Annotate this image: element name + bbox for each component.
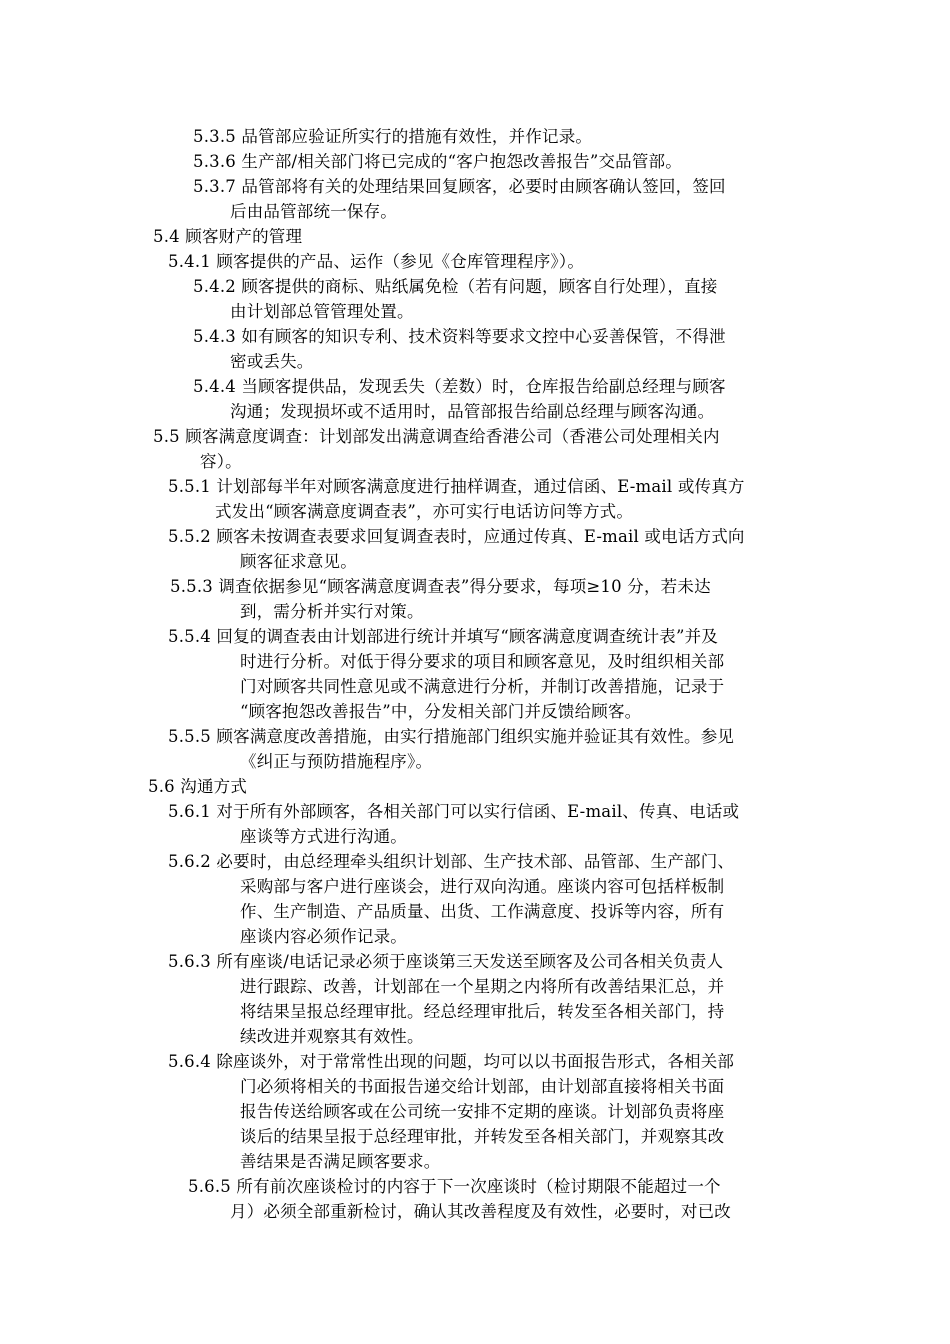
text-line: 时进行分析。对低于得分要求的项目和顾客意见，及时组织相关部 bbox=[240, 652, 725, 671]
text-line: 座谈内容必须作记录。 bbox=[240, 927, 407, 946]
text-line: 5.6.4 除座谈外，对于常常性出现的问题，均可以以书面报告形式，各相关部 bbox=[168, 1052, 735, 1071]
text-line: 容）。 bbox=[200, 452, 242, 471]
text-line: 座谈等方式进行沟通。 bbox=[240, 827, 407, 846]
text-line: 续改进并观察其有效性。 bbox=[240, 1027, 424, 1046]
text-line: 5.5.5 顾客满意度改善措施，由实行措施部门组织实施并验证其有效性。参见 bbox=[168, 727, 735, 746]
text-line: 5.4.4 当顾客提供品，发现丢失（差数）时，仓库报告给副总经理与顾客 bbox=[193, 377, 726, 396]
text-line: 密或丢失。 bbox=[230, 352, 314, 371]
text-line: 5.6.3 所有座谈/电话记录必须于座谈第三天发送至顾客及公司各相关负责人 bbox=[168, 952, 724, 971]
text-line: 到，需分析并实行对策。 bbox=[240, 602, 424, 621]
text-line: 门必须将相关的书面报告递交给计划部，由计划部直接将相关书面 bbox=[240, 1077, 725, 1096]
text-line: 5.4.2 顾客提供的商标、贴纸属免检（若有问题，顾客自行处理），直接 bbox=[193, 277, 718, 296]
text-line: 谈后的结果呈报于总经理审批，并转发至各相关部门，并观察其改 bbox=[240, 1127, 725, 1146]
text-line: 月）必须全部重新检讨，确认其改善程度及有效性，必要时，对已改 bbox=[230, 1202, 731, 1221]
section-heading: 5.6 沟通方式 bbox=[148, 777, 248, 796]
text-line: 5.3.5 品管部应验证所实行的措施有效性，并作记录。 bbox=[193, 127, 593, 146]
text-line: 将结果呈报总经理审批。经总经理审批后，转发至各相关部门，持 bbox=[240, 1002, 725, 1021]
text-line: 5.3.7 品管部将有关的处理结果回复顾客，必要时由顾客确认签回，签回 bbox=[193, 177, 726, 196]
text-line: 5.5.2 顾客未按调查表要求回复调查表时，应通过传真、E-mail 或电话方式向 bbox=[168, 527, 745, 546]
text-line: 式发出“顾客满意度调查表”，亦可实行电话访问等方式。 bbox=[215, 502, 634, 521]
text-line: 5.6.1 对于所有外部顾客，各相关部门可以实行信函、E-mail、传真、电话或 bbox=[168, 802, 740, 821]
text-line: 5.5.3 调查依据参见“顾客满意度调查表”得分要求，每项≥10 分，若未达 bbox=[170, 577, 711, 596]
text-line: 由计划部总管管理处置。 bbox=[230, 302, 414, 321]
text-line: 5.5.4 回复的调查表由计划部进行统计并填写“顾客满意度调查统计表”并及 bbox=[168, 627, 718, 646]
text-line: 门对顾客共同性意见或不满意进行分析，并制订改善措施，记录于 bbox=[240, 677, 725, 696]
text-line: 5.5.1 计划部每半年对顾客满意度进行抽样调查，通过信函、E-mail 或传真方 bbox=[168, 477, 745, 496]
text-line: 善结果是否满足顾客要求。 bbox=[240, 1152, 441, 1171]
text-line: 进行跟踪、改善，计划部在一个星期之内将所有改善结果汇总，并 bbox=[240, 977, 725, 996]
text-line: 采购部与客户进行座谈会，进行双向沟通。座谈内容可包括样板制 bbox=[240, 877, 725, 896]
text-line: 作、生产制造、产品质量、出货、工作满意度、投诉等内容，所有 bbox=[240, 902, 725, 921]
text-line: “顾客抱怨改善报告”中，分发相关部门并反馈给顾客。 bbox=[240, 702, 642, 721]
text-line: 后由品管部统一保存。 bbox=[230, 202, 397, 221]
text-line: 报告传送给顾客或在公司统一安排不定期的座谈。计划部负责将座 bbox=[240, 1102, 725, 1121]
text-line: 5.3.6 生产部/相关部门将已完成的“客户抱怨改善报告”交品管部。 bbox=[193, 152, 682, 171]
text-line: 沟通；发现损坏或不适用时，品管部报告给副总经理与顾客沟通。 bbox=[230, 402, 715, 421]
section-heading: 5.4 顾客财产的管理 bbox=[153, 227, 303, 246]
text-line: 5.6.5 所有前次座谈检讨的内容于下一次座谈时（检讨期限不能超过一个 bbox=[188, 1177, 721, 1196]
text-line: 顾客征求意见。 bbox=[240, 552, 357, 571]
text-line: 5.6.2 必要时，由总经理牵头组织计划部、生产技术部、品管部、生产部门、 bbox=[168, 852, 735, 871]
text-line: 5.4.3 如有顾客的知识专利、技术资料等要求文控中心妥善保管，不得泄 bbox=[193, 327, 726, 346]
text-line: 5.4.1 顾客提供的产品、运作（参见《仓库管理程序》）。 bbox=[168, 252, 585, 271]
section-heading: 5.5 顾客满意度调查：计划部发出满意调查给香港公司（香港公司处理相关内 bbox=[153, 427, 720, 446]
text-line: 《纠正与预防措施程序》。 bbox=[240, 752, 433, 771]
